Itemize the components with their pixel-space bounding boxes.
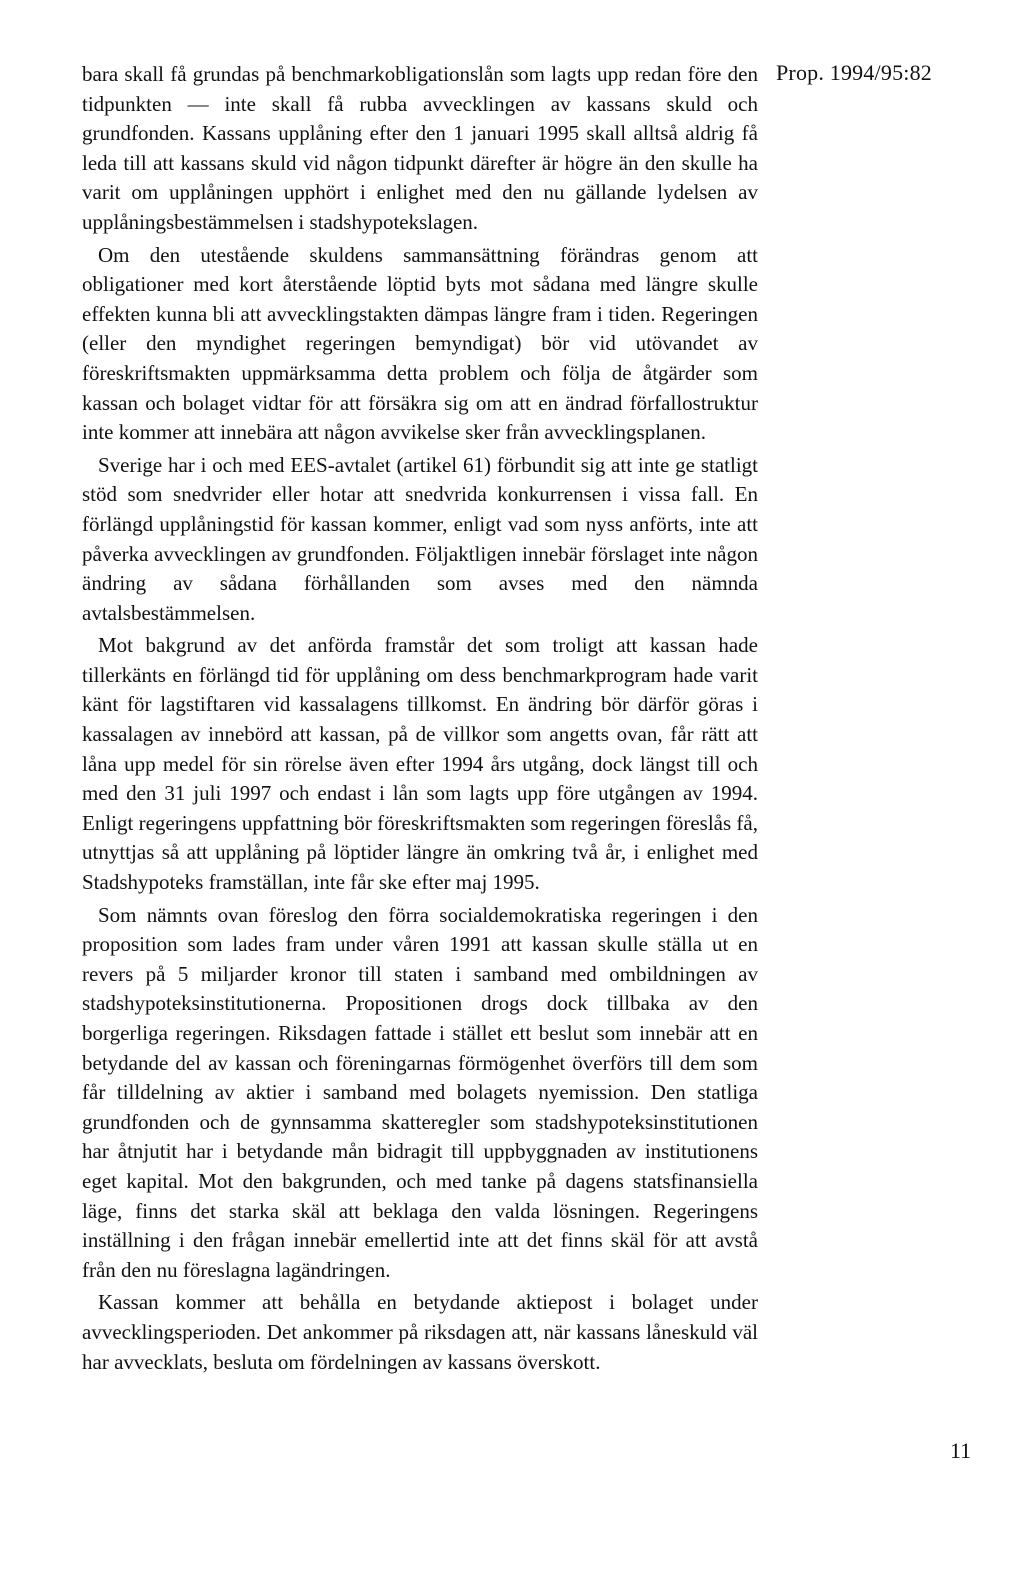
paragraph-3: Sverige har i och med EES-avtalet (artikel 61) förbundit sig att inte ge statligt stöd som snedvrider eller hotar att snedvrida konkurrensen i vissa fall. En förlängd upplåningstid för kassan kommer, enligt vad som nyss anförts, inte att påverka avvecklingen av grundfonden. Följaktligen innebär förslaget inte någon ändring av sådana förhållanden som avses med den nämnda avtalsbestämmelsen. — [82, 452, 758, 625]
paragraph-1: bara skall få grundas på benchmarkobligationslån som lagts upp redan före den tidpunkten — inte skall få rubba avvecklingen av kassans skuld och grundfonden. Kassans upplåning efter den 1 januari 1995 skall alltså aldrig få leda till att kassans skuld vid någon tidpunkt därefter är högre än den skulle ha varit om upplåningen upphört i enlighet med den nu gällande lydelsen av upplåningsbestämmelsen i stadshypotekslagen. — [82, 62, 758, 234]
paragraph-2: Om den utestående skuldens sammansättning förändras genom att obligationer med kort återstående löptid byts mot sådana med längre skulle effekten kunna bli att avvecklingstakten dämpas längre fram i tiden. Regeringen (eller den myndighet regeringen bemyndigat) bör vid utövandet av föreskriftsmakten uppmärksamma detta problem och följa de åtgärder som kassan och bolaget vidtar för att försäkra sig om att en ändrad förfallostruktur inte kommer att innebära att någon avvikelse sker från avvecklingsplanen. — [82, 242, 758, 445]
page-number: 11 — [950, 1438, 972, 1463]
paragraph-5: Som nämnts ovan föreslog den förra socialdemokratiska regeringen i den proposition som lades fram under våren 1991 att kassan skulle ställa ut en revers på 5 miljarder kronor till staten i samband med ombildningen av stadshypoteksinstitutionerna. Propositionen drogs dock tillbaka av den borgerliga regeringen. Riksdagen fattade i stället ett beslut som innebär att en betydande del av kassan och föreningarnas förmögenhet överförs till dem som får tilldelning av aktier i samband med bolagets nyemission. Den statliga grundfonden och de gynnsamma skatteregler som stadshypoteksinstitutionen har åtnjutit har i betydande mån bidragit till uppbyggnaden av institutionens eget kapital. Mot den bakgrunden, och med tanke på dagens statsfinansiella läge, finns det starka skäl att beklaga den valda lösningen. Regeringens inställning i den frågan innebär emellertid inte att det finns skäl för att avstå från den nu föreslagna lagändringen. — [82, 902, 758, 1282]
body-text — [82, 60, 758, 1377]
paragraph-6: Kassan kommer att behålla en betydande aktiepost i bolaget under avvecklingsperioden. Det ankommer på riksdagen att, när kassans låneskuld väl har avvecklats, besluta om fördelningen av kassans överskott. — [82, 1290, 758, 1374]
paragraph-4: Mot bakgrund av det anförda framstår det som troligt att kassan hade tillerkänts en förlängd tid för upplåning om dess benchmarkprogram hade varit känt för lagstiftaren vid kassalagens tillkomst. En ändring bör därför göras i kassalagen av innebörd att kassan, på de villkor som angetts ovan, får rätt att låna upp medel för sin rörelse även efter 1994 års utgång, dock längst till och med den 31 juli 1997 och endast i lån som lagts upp före utgången av 1994. Enligt regeringens uppfattning bör föreskriftsmakten som regeringen föreslås få, utnyttjas så att upplåning på löptider längre än omkring två år, i enlighet med Stadshypoteks framställan, inte får ske efter maj 1995. — [82, 633, 758, 895]
proposition-reference: Prop. 1994/95:82 — [776, 60, 932, 85]
